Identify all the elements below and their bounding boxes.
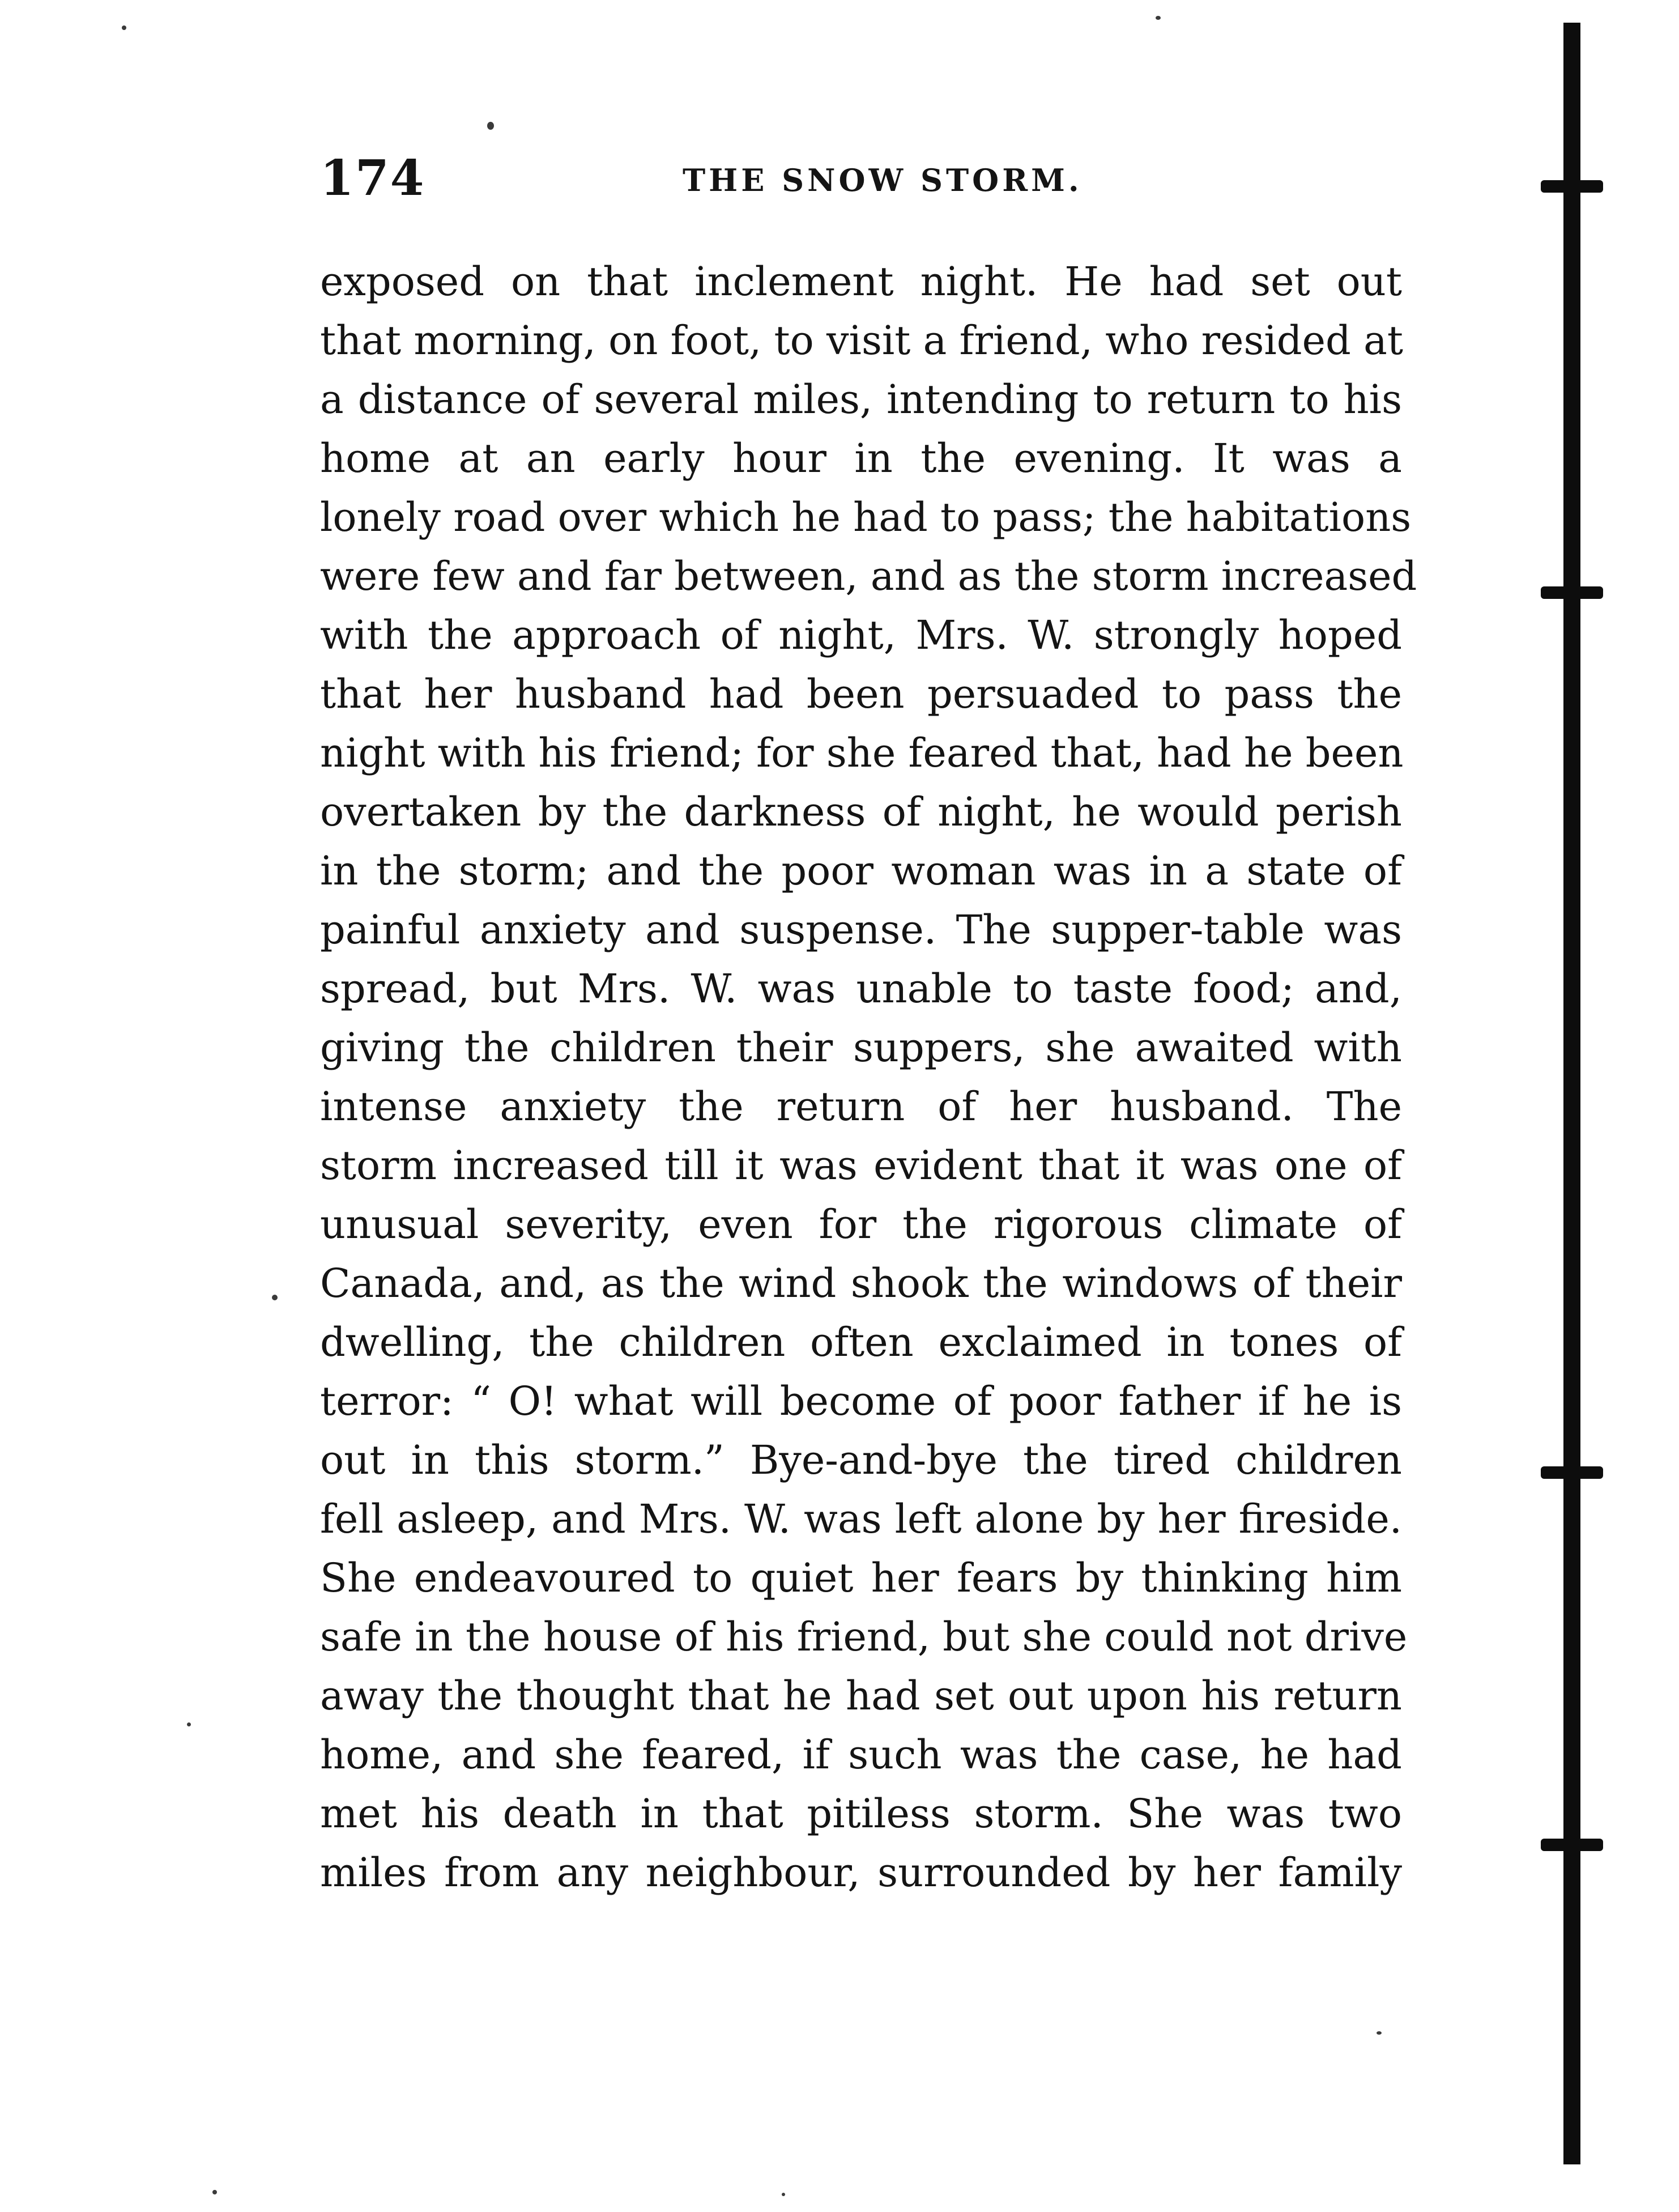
text-line: terror: “ O! what will become of poor father if he is xyxy=(320,1378,1402,1424)
text-line: unusual severity, even for the rigorous climate of xyxy=(320,1201,1402,1248)
scan-speck xyxy=(487,122,494,130)
text-line: that morning, on foot, to visit a friend, who resided at xyxy=(320,317,1403,364)
text-line: giving the children their suppers, she awaited with xyxy=(320,1024,1402,1071)
text-line: home, and she feared, if such was the case, he had xyxy=(320,1732,1402,1778)
text-line: out in this storm.” Bye-and-bye the tired children xyxy=(320,1437,1402,1483)
text-line: were few and far between, and as the storm increased xyxy=(320,553,1417,599)
binding-edge-tab xyxy=(1541,180,1603,193)
scan-speck xyxy=(1377,2031,1382,2035)
text-line: away the thought that he had set out upon his return xyxy=(320,1673,1402,1719)
text-line: fell asleep, and Mrs. W. was left alone by her fireside. xyxy=(320,1496,1402,1542)
text-line: intense anxiety the return of her husband. The xyxy=(320,1083,1402,1130)
scan-speck xyxy=(1156,16,1161,20)
page-number: 174 xyxy=(320,150,425,207)
scan-speck xyxy=(782,2193,785,2196)
binding-edge-tab xyxy=(1541,1466,1603,1479)
text-line: lonely road over which he had to pass; the habitations xyxy=(320,494,1412,541)
running-head: THE SNOW STORM. xyxy=(683,162,1083,198)
text-line: that her husband had been persuaded to pass the xyxy=(320,671,1402,717)
text-line: storm increased till it was evident that it was one of xyxy=(320,1142,1402,1189)
scan-speck xyxy=(122,25,126,30)
text-line: dwelling, the children often exclaimed in tones of xyxy=(320,1319,1402,1366)
text-line: overtaken by the darkness of night, he would perish xyxy=(320,789,1402,835)
text-line: painful anxiety and suspense. The supper-table was xyxy=(320,907,1402,953)
page-header xyxy=(320,144,1402,212)
text-line: safe in the house of his friend, but she could not drive xyxy=(320,1614,1408,1660)
text-line: met his death in that pitiless storm. She was two xyxy=(320,1790,1402,1837)
text-line: with the approach of night, Mrs. W. strongly hoped xyxy=(320,612,1402,658)
text-line: a distance of several miles, intending to return to his xyxy=(320,376,1402,423)
scan-speck xyxy=(212,2190,217,2194)
text-line: Canada, and, as the wind shook the windows of their xyxy=(320,1260,1402,1307)
text-line: home at an early hour in the evening. It was a xyxy=(320,435,1402,482)
body-text xyxy=(320,252,1417,1902)
binding-edge-tab xyxy=(1541,1839,1603,1851)
text-line: miles from any neighbour, surrounded by her family xyxy=(320,1849,1402,1896)
text-line: exposed on that inclement night. He had set out xyxy=(320,258,1402,305)
text-line: spread, but Mrs. W. was unable to taste food; and, xyxy=(320,965,1402,1012)
binding-edge-tab xyxy=(1541,586,1603,599)
text-line: in the storm; and the poor woman was in a state of xyxy=(320,848,1402,894)
text-line: night with his friend; for she feared that, had he been xyxy=(320,730,1404,776)
scan-speck xyxy=(187,1722,191,1726)
text-line: She endeavoured to quiet her fears by thinking him xyxy=(320,1555,1402,1601)
scan-speck xyxy=(272,1295,278,1300)
